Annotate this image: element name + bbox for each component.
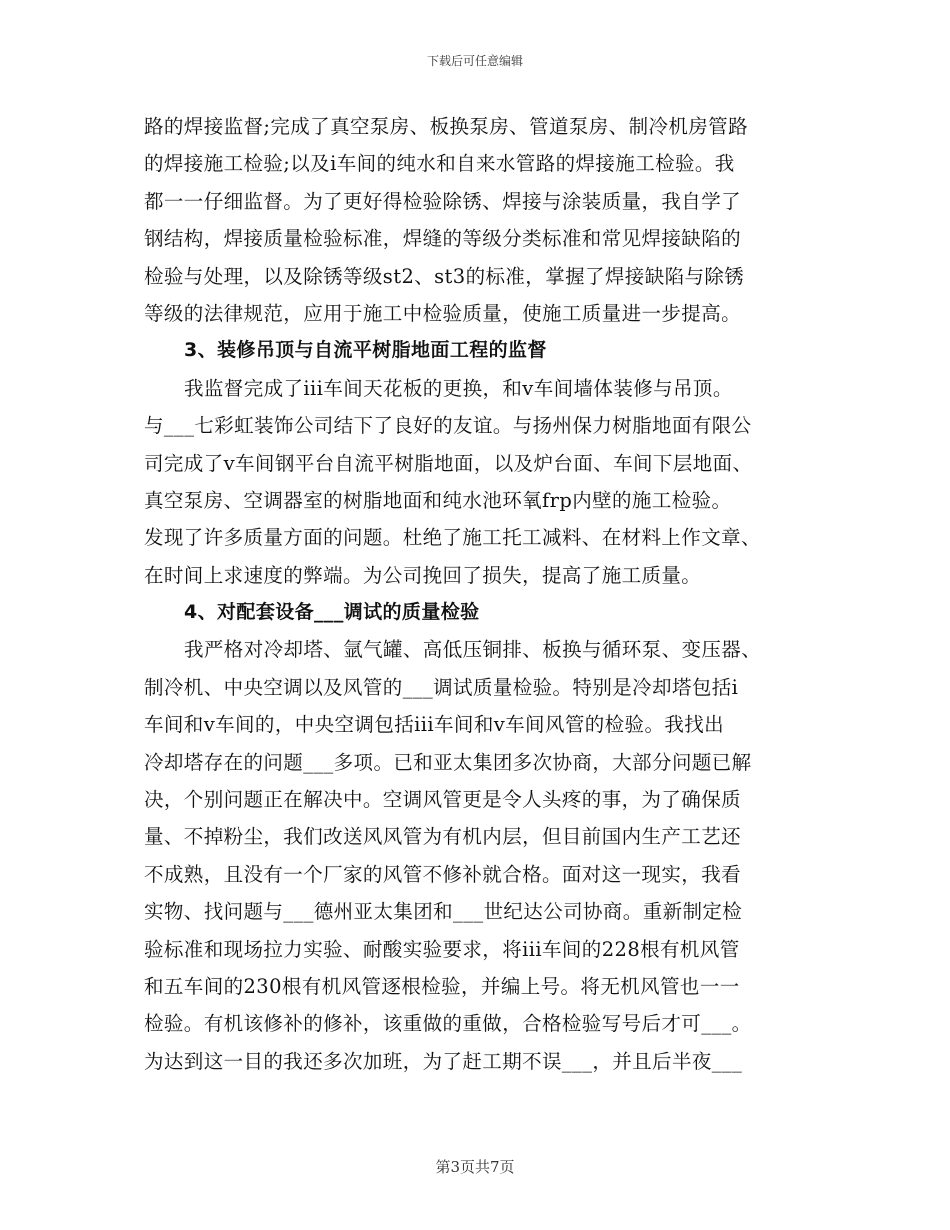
paragraph-line: 等级的法律规范，应用于施工中检验质量，使施工质量进一步提高。 xyxy=(144,301,742,325)
section-heading: 3、装修吊顶与自流平树脂地面工程的监督 xyxy=(184,339,547,362)
page-footer: 第3页共7页 xyxy=(435,1158,515,1176)
paragraph-line: 与___七彩虹装饰公司结下了良好的友谊。与扬州保力树脂地面有限公 xyxy=(144,414,752,438)
paragraph-line: 司完成了v车间钢平台自流平树脂地面，以及炉台面、车间下层地面、 xyxy=(144,451,753,475)
paragraph-line: 制冷机、中央空调以及风管的___调试质量检验。特别是冷却塔包括i xyxy=(144,675,739,699)
paragraph-line: 路的焊接监督;完成了真空泵房、板换泵房、管道泵房、制冷机房管路 xyxy=(144,115,748,138)
paragraph-line: 验标准和现场拉力实验、耐酸实验要求，将iii车间的228根有机风管 xyxy=(144,937,740,961)
paragraph-line: 和五车间的230根有机风管逐根检验，并编上号。将无机风管也一一 xyxy=(144,974,740,998)
paragraph-line: 冷却塔存在的问题___多项。已和亚太集团多次协商，大部分问题已解 xyxy=(144,750,752,774)
paragraph-line: 检验。有机该修补的修补，该重做的重做，合格检验写号后才可___。 xyxy=(144,1012,752,1036)
page-header: 下载后可任意编辑 xyxy=(426,54,523,68)
paragraph-line: 为达到这一目的我还多次加班，为了赶工期不误___，并且后半夜___ xyxy=(144,1049,743,1073)
paragraph-line: 在时间上求速度的弊端。为公司挽回了损失，提高了施工质量。 xyxy=(144,563,702,587)
paragraph-line: 发现了许多质量方面的问题。杜绝了施工托工减料、在材料上作文章、 xyxy=(144,526,761,550)
paragraph-line: 我严格对冷却塔、氩气罐、高低压铜排、板换与循环泵、变压器、 xyxy=(184,638,762,662)
paragraph-line: 的焊接施工检验;以及i车间的纯水和自来水管路的焊接施工检验。我 xyxy=(144,152,735,176)
document-body xyxy=(144,108,814,1080)
paragraph-line: 我监督完成了iii车间天花板的更换，和v车间墙体装修与吊顶。 xyxy=(184,376,733,400)
paragraph-line: 不成熟，且没有一个厂家的风管不修补就合格。面对这一现实，我看 xyxy=(144,862,742,886)
paragraph-line: 决，个别问题正在解决中。空调风管更是令人头疼的事，为了确保质 xyxy=(144,788,742,812)
paragraph-line: 钢结构，焊接质量检验标准，焊缝的等级分类标准和常见焊接缺陷的 xyxy=(144,227,742,251)
paragraph-line: 检验与处理，以及除锈等级st2、st3的标准，掌握了焊接缺陷与除锈 xyxy=(144,264,745,288)
paragraph-line: 真空泵房、空调器室的树脂地面和纯水池环氧frp内壁的施工检验。 xyxy=(144,488,732,512)
section-heading: 4、对配套设备___调试的质量检验 xyxy=(184,601,480,624)
paragraph-line: 车间和v车间的，中央空调包括iii车间和v车间风管的检验。我找出 xyxy=(144,713,725,737)
paragraph-line: 都一一仔细监督。为了更好得检验除锈、焊接与涂装质量，我自学了 xyxy=(144,189,742,213)
paragraph-line: 量、不掉粉尘，我们改送风风管为有机内层，但目前国内生产工艺还 xyxy=(144,825,742,849)
paragraph-line: 实物、找问题与___德州亚太集团和___世纪达公司协商。重新制定检 xyxy=(144,900,743,924)
